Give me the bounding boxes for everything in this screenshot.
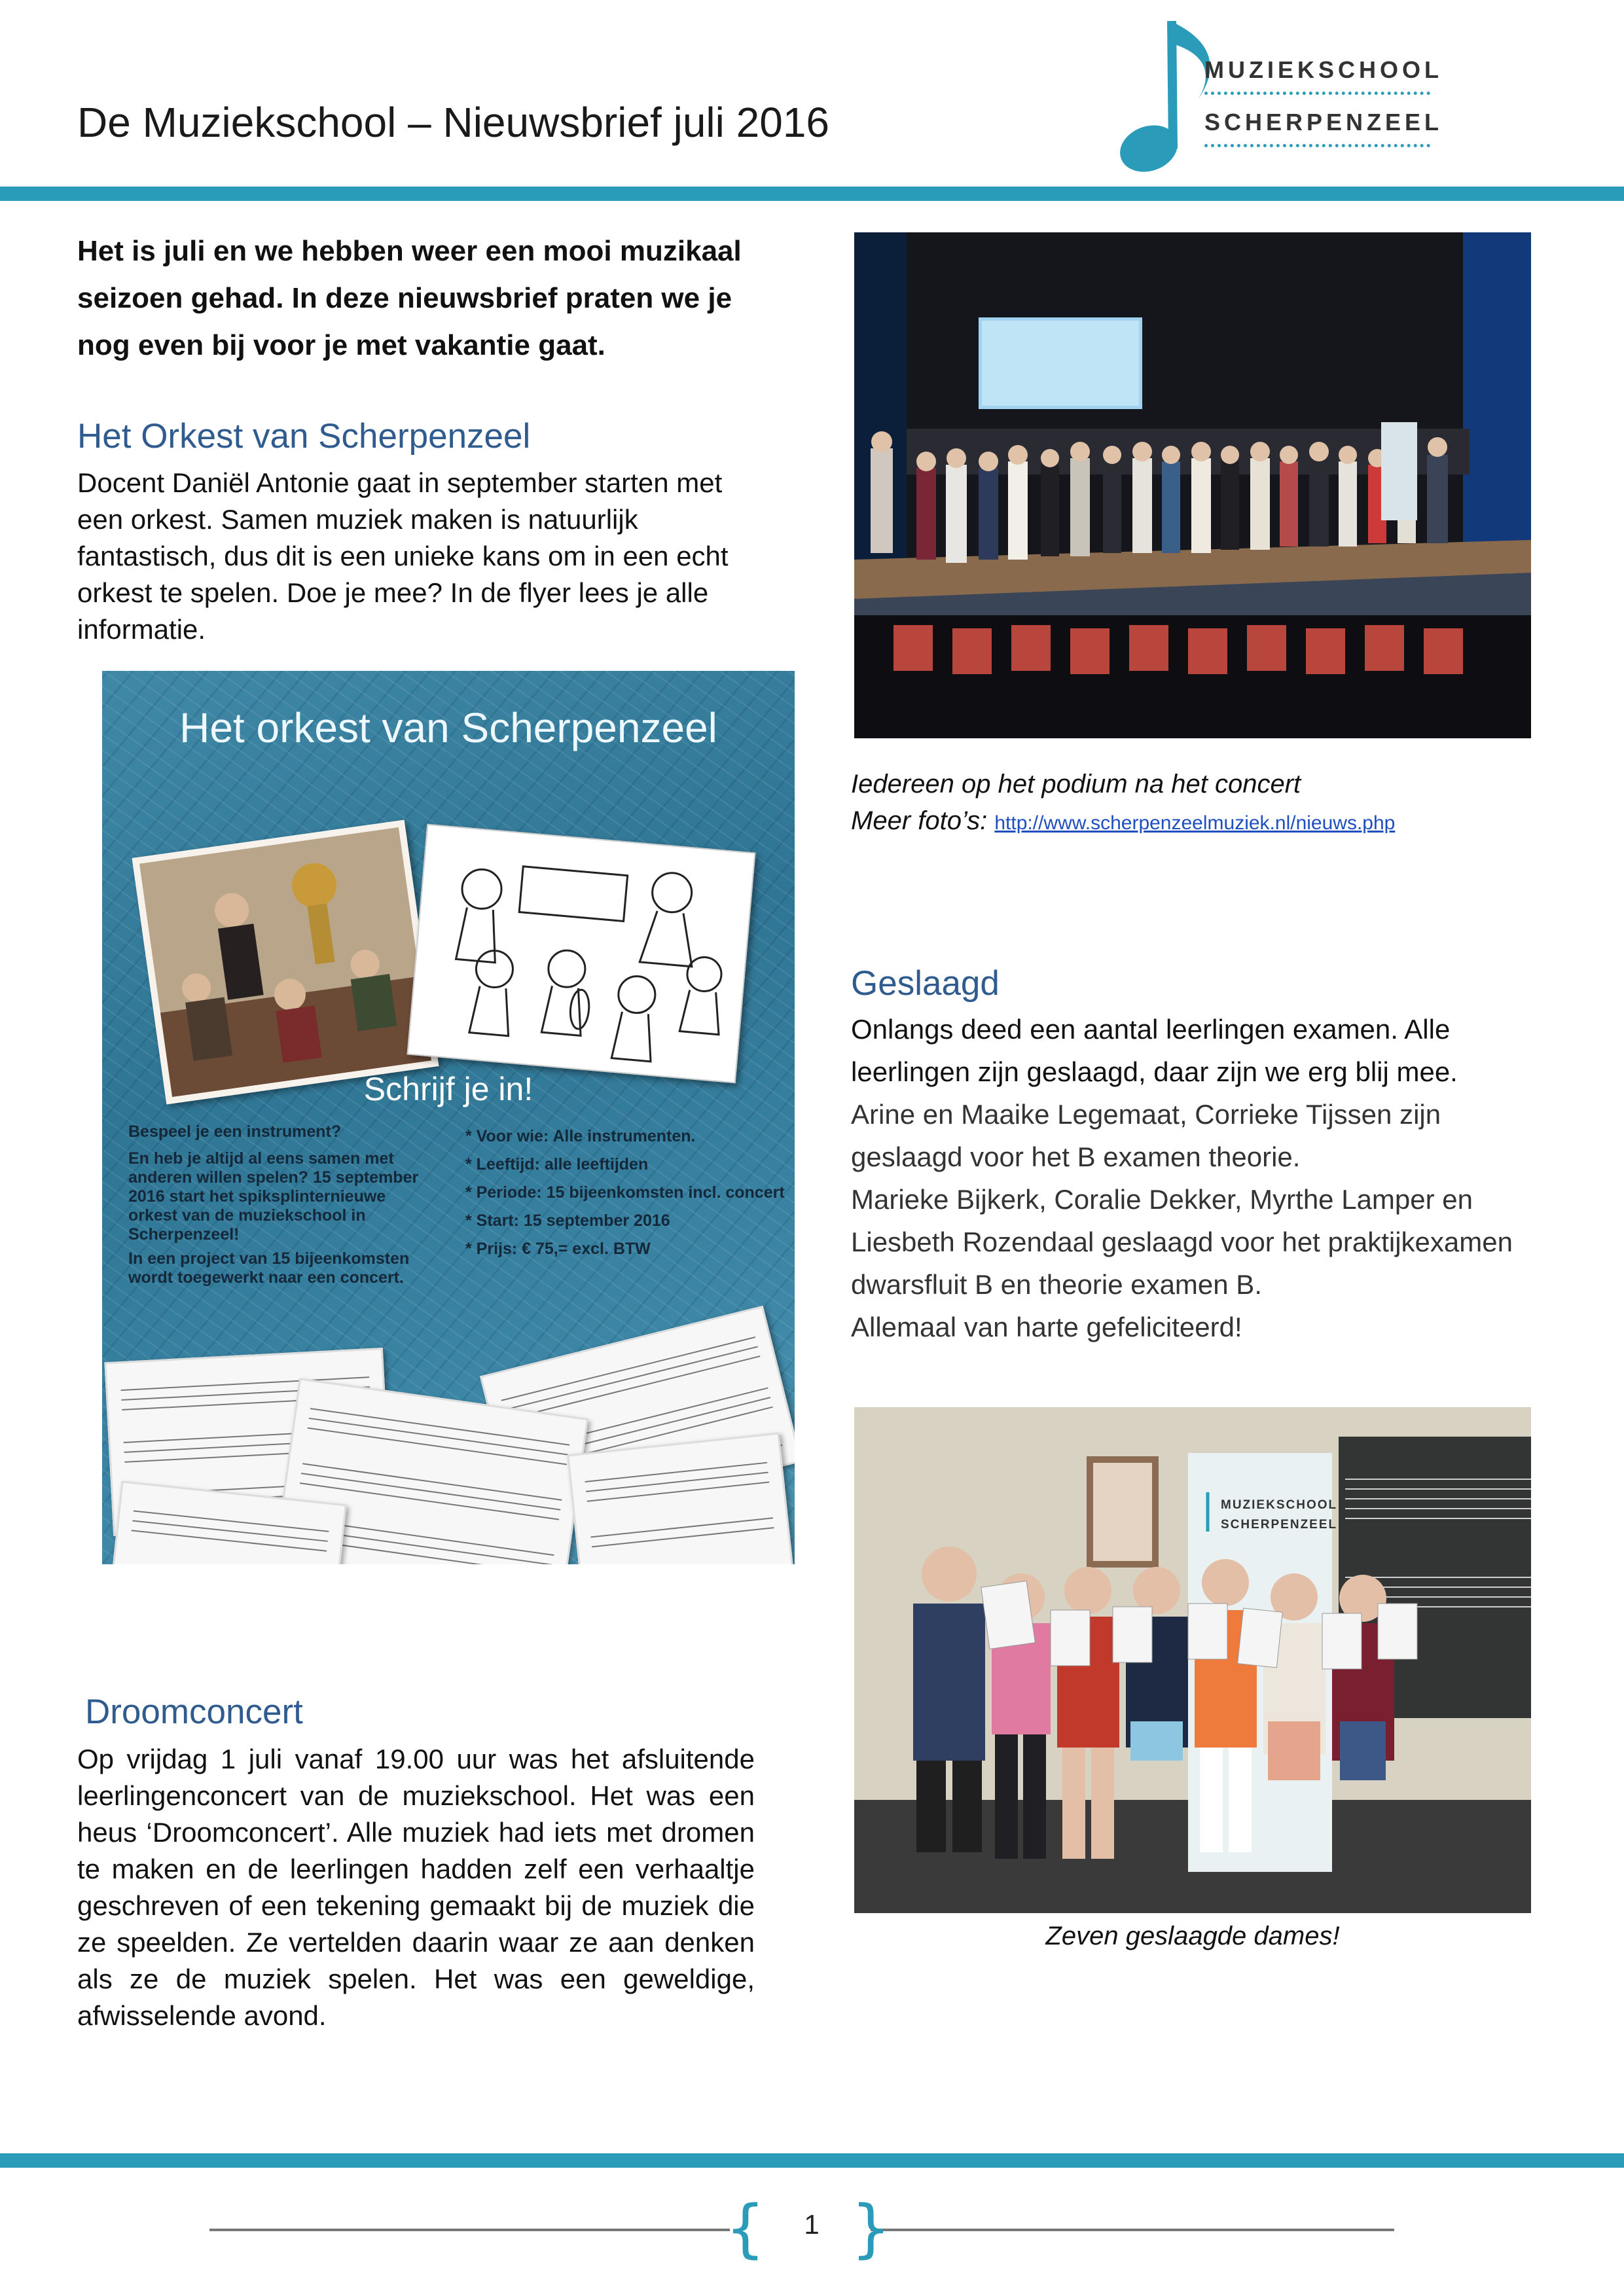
page-number: 1 — [804, 2209, 820, 2240]
logo-text-scherpenzeel: SCHERPENZEEL — [1204, 109, 1443, 135]
flyer-text-line: Scherpenzeel! — [128, 1225, 240, 1244]
flyer-description — [128, 1122, 423, 1287]
right-brace-icon: } — [851, 2192, 892, 2265]
flyer-text-line: En heb je altijd al eens samen met — [128, 1149, 394, 1168]
left-brace-icon: { — [725, 2192, 766, 2265]
orkest-flyer — [102, 671, 795, 1564]
banner-text: MUZIEKSCHOOL — [1221, 1498, 1338, 1512]
geslaagd-line: dwarsfluit B en theorie examen B. — [851, 1269, 1262, 1300]
footer-divider — [0, 2153, 1624, 2168]
flyer-detail-item: * Leeftijd: alle leeftijden — [465, 1155, 649, 1174]
flyer-text-line: anderen willen spelen? 15 september — [128, 1168, 419, 1187]
geslaagd-line: Arine en Maaike Legemaat, Corrieke Tijssen zijn — [851, 1099, 1441, 1130]
more-photos-link[interactable]: http://www.scherpenzeelmuziek.nl/nieuws.php — [994, 812, 1396, 834]
geslaagd-line: Liesbeth Rozendaal geslaagd voor het praktijkexamen — [851, 1227, 1513, 1257]
section-heading-droomconcert: Droomconcert — [85, 1693, 303, 1731]
flyer-details-list — [465, 1122, 786, 1263]
flyer-text-line: wordt toegewerkt naar een concert. — [128, 1268, 404, 1287]
page-title: De Muziekschool – Nieuwsbrief juli 2016 — [77, 99, 829, 146]
flyer-detail-item: * Start: 15 september 2016 — [465, 1211, 670, 1230]
flyer-text-line: Bespeel je een instrument? — [128, 1122, 342, 1141]
flyer-detail-item: * Periode: 15 bijeenkomsten incl. concert — [465, 1183, 785, 1202]
graduates-photo-caption: Zeven geslaagde dames! — [1045, 1922, 1340, 1950]
flyer-text-line: 2016 start het spiksplinternieuwe — [128, 1187, 386, 1206]
flyer-text-line: In een project van 15 bijeenkomsten — [128, 1249, 410, 1268]
flyer-signup-heading: Schrijf je in! — [363, 1071, 533, 1107]
orchestra-painting — [132, 820, 439, 1105]
banner-text: SCHERPENZEEL — [1221, 1518, 1338, 1532]
caption-prefix: Meer foto’s: — [851, 806, 995, 835]
geslaagd-line: geslaagd voor het B examen theorie. — [851, 1141, 1301, 1172]
section-heading-orkest: Het Orkest van Scherpenzeel — [77, 417, 531, 456]
geslaagd-line: leerlingen zijn geslaagd, daar zijn we erg blij mee. — [851, 1056, 1458, 1087]
concert-photo-caption — [851, 766, 1532, 842]
footer-line-right — [871, 2229, 1394, 2231]
header-divider — [0, 187, 1624, 201]
graduates-photo — [854, 1407, 1531, 1913]
geslaagd-line: Onlangs deed een aantal leerlingen examen. Alle — [851, 1014, 1451, 1045]
school-logo — [1100, 14, 1440, 178]
logo-divider — [1204, 144, 1430, 147]
logo-text-muziekschool: MUZIEKSCHOOL — [1204, 56, 1443, 83]
geslaagd-line: Allemaal van harte gefeliciteerd! — [851, 1312, 1242, 1342]
caption-line: Iedereen op het podium na het concert — [851, 770, 1301, 798]
geslaagd-line: Marieke Bijkerk, Coralie Dekker, Myrthe Lamper en — [851, 1184, 1473, 1215]
flyer-title: Het orkest van Scherpenzeel — [179, 704, 717, 751]
flyer-detail-item: * Prijs: € 75,= excl. BTW — [465, 1240, 651, 1258]
section-heading-geslaagd: Geslaagd — [851, 964, 1000, 1003]
logo-divider — [1204, 92, 1430, 95]
sheet-music — [567, 1433, 793, 1564]
concert-stage-photo — [854, 232, 1531, 738]
droomconcert-paragraph: Op vrijdag 1 juli vanaf 19.00 uur was het afsluitende leerlingenconcert van de muziekschool. Het was een heus ‘Droomconcert’. Alle muziek had iets met dromen te maken en de leerlingen hadden zelf een verhaaltje geschreven of een tekening gemaakt bij de muziek die ze speelden. Ze vertelden daarin waar ze aan denken als ze de muziek spelen. Het was een geweldige, afwisselende avond. — [77, 1744, 755, 2031]
music-note-icon — [1100, 14, 1440, 178]
intro-paragraph: Het is juli en we hebben weer een mooi muzikaal seizoen gehad. In deze nieuwsbrief praten we je nog even bij voor je met vakantie gaat. — [77, 235, 742, 361]
footer-line-left — [209, 2229, 730, 2231]
kids-orchestra-drawing — [407, 824, 756, 1084]
flyer-text-line: orkest van de muziekschool in — [128, 1206, 366, 1225]
geslaagd-paragraph — [851, 1008, 1525, 1348]
orkest-paragraph: Docent Daniël Antonie gaat in september starten met een orkest. Samen muziek maken is natuurlijk fantastisch, dus dit is een unieke kans om in een echt orkest te spelen. Doe je mee? In de flyer lees je alle informatie. — [77, 467, 729, 645]
caption-line — [851, 802, 1532, 842]
flyer-detail-item: * Voor wie: Alle instrumenten. — [465, 1127, 696, 1145]
